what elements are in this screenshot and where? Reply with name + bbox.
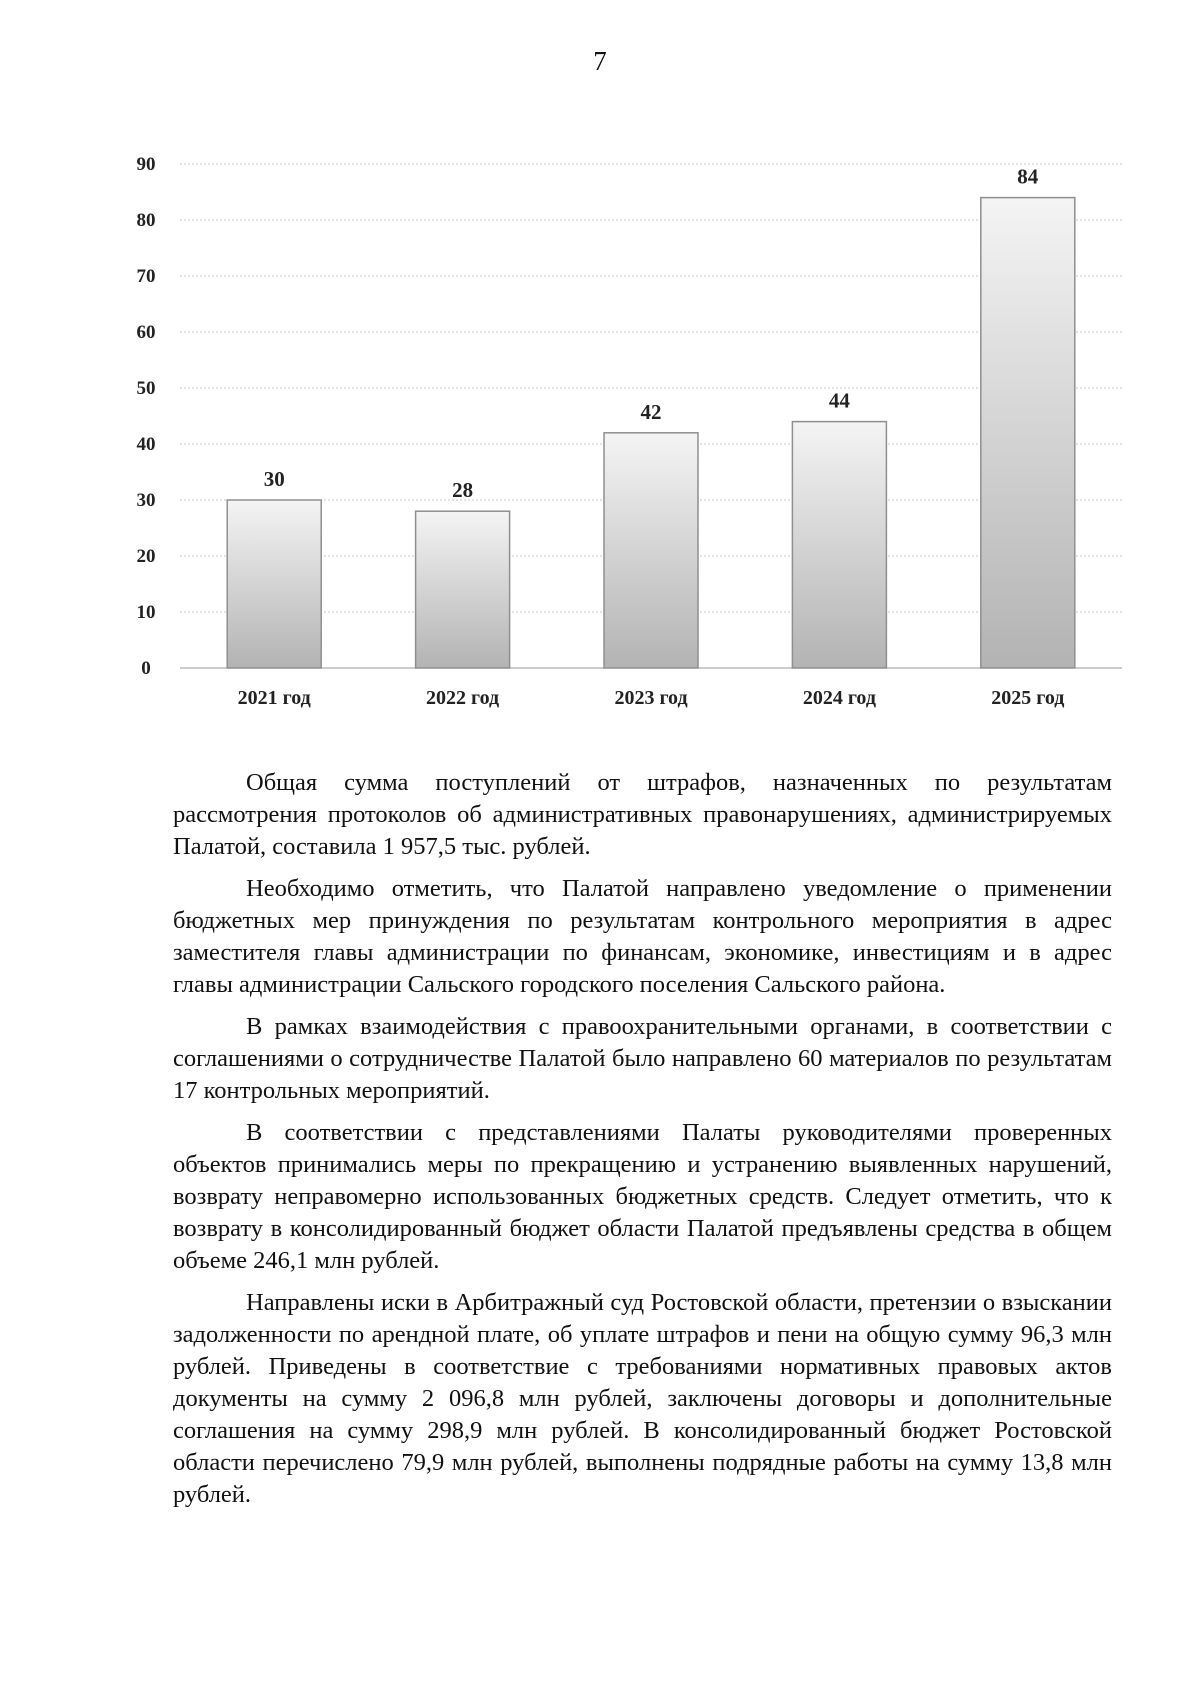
x-tick-label: 2023 год — [614, 687, 688, 709]
bar-chart — [0, 0, 1200, 740]
y-tick-label: 10 — [136, 602, 156, 623]
paragraph-violations: В соответствии с представлениями Палаты руководителями проверенных объектов принимались меры по прекращению и устранению выявленных нарушений, возврату неправомерно использованных бюджетных средств. Следует отметить, что к возврату в консолидированный бюджет области Палатой предъявлены средства в общем объеме 246,1 млн рублей. — [173, 1119, 1112, 1274]
bar — [604, 433, 698, 668]
page-number: 7 — [593, 46, 607, 76]
y-tick-label: 60 — [136, 322, 156, 343]
bar — [981, 198, 1075, 668]
y-tick-label: 20 — [136, 546, 156, 567]
bar — [416, 511, 510, 668]
paragraph-lawsuits: Направлены иски в Арбитражный суд Ростовской области, претензии о взыскании задолженности по арендной плате, об уплате штрафов и пени на общую сумму 96,3 млн рублей. Приведены в соответствие с требованиями нормативных правовых актов документы на сумму 2 096,8 млн рублей, заключены договоры и дополнительные соглашения на сумму 298,9 млн рублей. В консолидированный бюджет Ростовской области перечислено 79,9 млн рублей, выполнены подрядные работы на сумму 13,8 млн рублей. — [173, 1289, 1112, 1508]
y-tick-label: 80 — [136, 210, 156, 231]
data-label: 84 — [1017, 164, 1039, 189]
paragraph-budget-measures: Необходимо отметить, что Палатой направлено уведомление о применении бюджетных мер принуждения по результатам контрольного мероприятия в адрес заместителя главы администрации по финансам, экономике, инвестициям и в адрес главы администрации Сальского городского поселения Сальского района. — [173, 875, 1112, 998]
y-tick-label: 90 — [136, 154, 156, 175]
y-axis — [137, 154, 156, 679]
y-tick-label: 40 — [136, 434, 156, 455]
y-tick-label: 50 — [136, 378, 156, 399]
chart-bars — [227, 198, 1075, 668]
x-tick-label: 2024 год — [802, 687, 876, 709]
body-text — [173, 767, 1112, 1521]
x-tick-label: 2021 год — [237, 687, 311, 709]
data-label: 44 — [828, 388, 850, 413]
y-tick-label: 70 — [136, 266, 156, 287]
data-label: 42 — [640, 399, 662, 424]
bar — [227, 500, 321, 668]
y-tick-label: 30 — [136, 490, 156, 511]
data-label: 30 — [263, 467, 285, 491]
x-tick-label: 2025 год — [991, 687, 1065, 709]
y-tick-label: 0 — [141, 658, 151, 679]
paragraph-law-enforcement: В рамках взаимодействия с правоохранительными органами, в соответствии с соглашениями о сотрудничестве Палатой было направлено 60 материалов по результатам 17 контрольных мероприятий. — [173, 1013, 1112, 1104]
data-label: 28 — [452, 478, 474, 503]
x-axis — [238, 687, 1065, 709]
paragraph-fines: Общая сумма поступлений от штрафов, назначенных по результатам рассмотрения протоколов об административных правонарушениях, администрируемых Палатой, составила 1 957,5 тыс. рублей. — [173, 769, 1112, 860]
x-tick-label: 2022 год — [426, 687, 500, 709]
bar — [792, 422, 886, 668]
